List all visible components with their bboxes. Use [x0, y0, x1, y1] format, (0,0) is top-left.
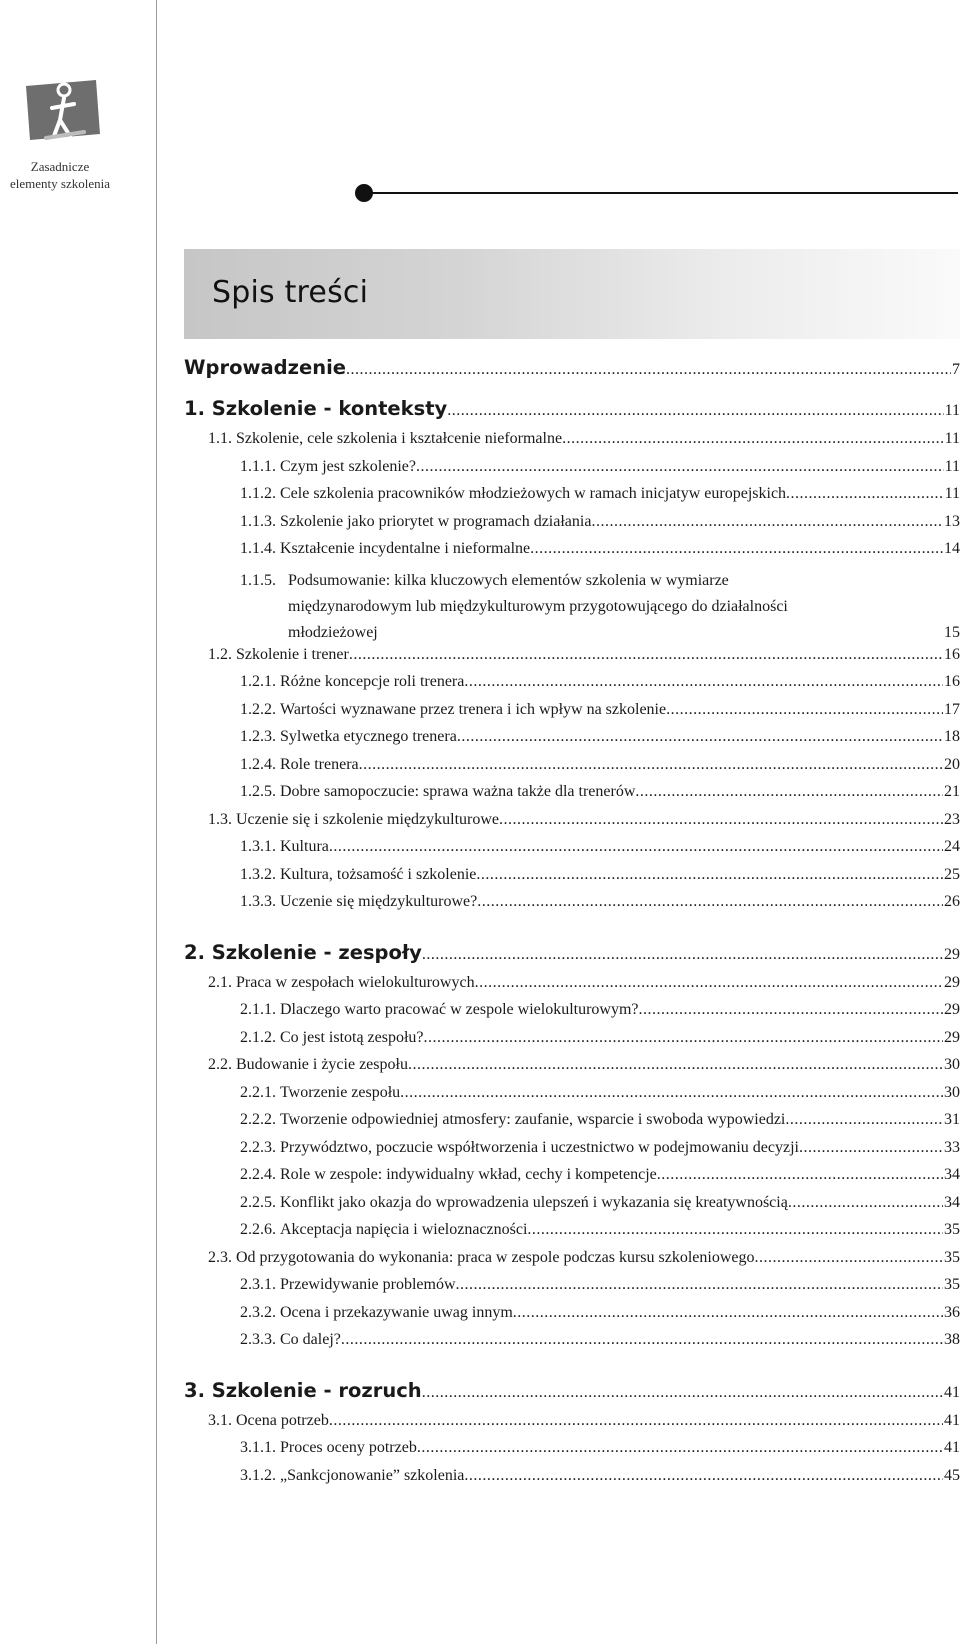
toc-entry[interactable]: 2.2.1. Tworzenie zespołu ..... 30 — [184, 1084, 960, 1112]
toc-entry[interactable]: 2.2.5. Konflikt jako okazja do wprowadzenia ulepszeń i wykazania się kreatywnością ..... 34 — [184, 1194, 960, 1222]
toc-entry[interactable]: 1.2.4. Role trenera ..... 20 — [184, 756, 960, 784]
toc-entry[interactable]: 3.1.1. Proces oceny potrzeb ..... 41 — [184, 1439, 960, 1467]
toc-entry[interactable]: 1.2.1. Różne koncepcje roli trenera ..... 16 — [184, 673, 960, 701]
toc-entry[interactable]: 1.2.2. Wartości wyznawane przez trenera i ich wpływ na szkolenie ..... 17 — [184, 701, 960, 729]
toc-entry[interactable]: 1.2. Szkolenie i trener ..... 16 — [184, 646, 960, 674]
toc-entry[interactable]: 2.2.6. Akceptacja napięcia i wieloznaczności ..... 35 — [184, 1221, 960, 1249]
toc-entry[interactable]: 2.3.3. Co dalej? ..... 38 — [184, 1331, 960, 1359]
toc-entry[interactable]: 1.3. Uczenie się i szkolenie międzykulturowe ..... 23 — [184, 811, 960, 839]
toc-entry[interactable]: 2.3. Od przygotowania do wykonania: praca w zespole podczas kursu szkoleniowego ..... 35 — [184, 1249, 960, 1277]
toc-entry[interactable]: 1.2.5. Dobre samopoczucie: sprawa ważna także dla trenerów ..... 21 — [184, 783, 960, 811]
header-rule — [364, 192, 958, 194]
toc-entry[interactable]: 1.3.3. Uczenie się międzykulturowe? ..... 26 — [184, 893, 960, 921]
toc-entry[interactable]: 2.1.1. Dlaczego warto pracować w zespole wielokulturowym? ..... 29 — [184, 1001, 960, 1029]
page-title: Spis treści — [212, 275, 369, 310]
title-band — [184, 249, 960, 339]
toc-entry[interactable]: 1.2.3. Sylwetka etycznego trenera ..... 18 — [184, 728, 960, 756]
margin-divider — [156, 0, 157, 1644]
table-of-contents — [184, 356, 960, 1494]
section-label: Zasadnicze elementy szkolenia — [10, 159, 110, 191]
toc-chapter[interactable]: Wprowadzenie ..... 7 — [184, 356, 960, 389]
toc-entry[interactable]: 2.3.2. Ocena i przekazywanie uwag innym ..... 36 — [184, 1304, 960, 1332]
toc-entry[interactable]: 2.2.2. Tworzenie odpowiedniej atmosfery: zaufanie, wsparcie i swoboda wypowiedzi ..... 31 — [184, 1111, 960, 1139]
toc-entry[interactable]: 1.1. Szkolenie, cele szkolenia i kształcenie nieformalne ..... 11 — [184, 430, 960, 458]
toc-entry[interactable]: 3.1.2. „Sankcjonowanie” szkolenia ..... 45 — [184, 1467, 960, 1495]
toc-entry[interactable]: 2.2.3. Przywództwo, poczucie współtworzenia i uczestnictwo w podejmowaniu decyzji ..... 33 — [184, 1139, 960, 1167]
toc-entry[interactable]: 2.2.4. Role w zespole: indywidualny wkład, cechy i kompetencje ..... 34 — [184, 1166, 960, 1194]
toc-entry[interactable]: 3.1. Ocena potrzeb ..... 41 — [184, 1412, 960, 1440]
toc-entry[interactable]: 1.1.5. Podsumowanie: kilka kluczowych elementów szkolenia w wymiarze międzynarodowym lub międzykulturowym przygotowującego do działalności młodzieżowej 15 — [240, 571, 960, 641]
toc-entry[interactable]: 2.2. Budowanie i życie zespołu ..... 30 — [184, 1056, 960, 1084]
toc-entry[interactable]: 1.1.1. Czym jest szkolenie? ..... 11 — [184, 458, 960, 486]
toc-entry[interactable]: 1.3.1. Kultura ..... 24 — [184, 838, 960, 866]
toc-entry[interactable]: 1.1.3. Szkolenie jako priorytet w programach działania ..... 13 — [184, 513, 960, 541]
toc-entry[interactable]: 1.1.4. Kształcenie incydentalne i nieformalne ..... 14 — [184, 540, 960, 568]
toc-chapter[interactable]: 2. Szkolenie - zespoły ..... 29 — [184, 941, 960, 974]
toc-entry[interactable]: 2.3.1. Przewidywanie problemów ..... 35 — [184, 1276, 960, 1304]
toc-entry[interactable]: 1.1.2. Cele szkolenia pracowników młodzieżowych w ramach inicjatyw europejskich ..... 11 — [184, 485, 960, 513]
toc-entry[interactable]: 2.1.2. Co jest istotą zespołu? ..... 29 — [184, 1029, 960, 1057]
figure-logo-icon — [24, 80, 100, 146]
toc-entry[interactable]: 2.1. Praca w zespołach wielokulturowych ..... 29 — [184, 974, 960, 1002]
toc-chapter[interactable]: 1. Szkolenie - konteksty ..... 11 — [184, 397, 960, 430]
toc-chapter[interactable]: 3. Szkolenie - rozruch ..... 41 — [184, 1379, 960, 1412]
toc-entry[interactable]: 1.3.2. Kultura, tożsamość i szkolenie ..... 25 — [184, 866, 960, 894]
